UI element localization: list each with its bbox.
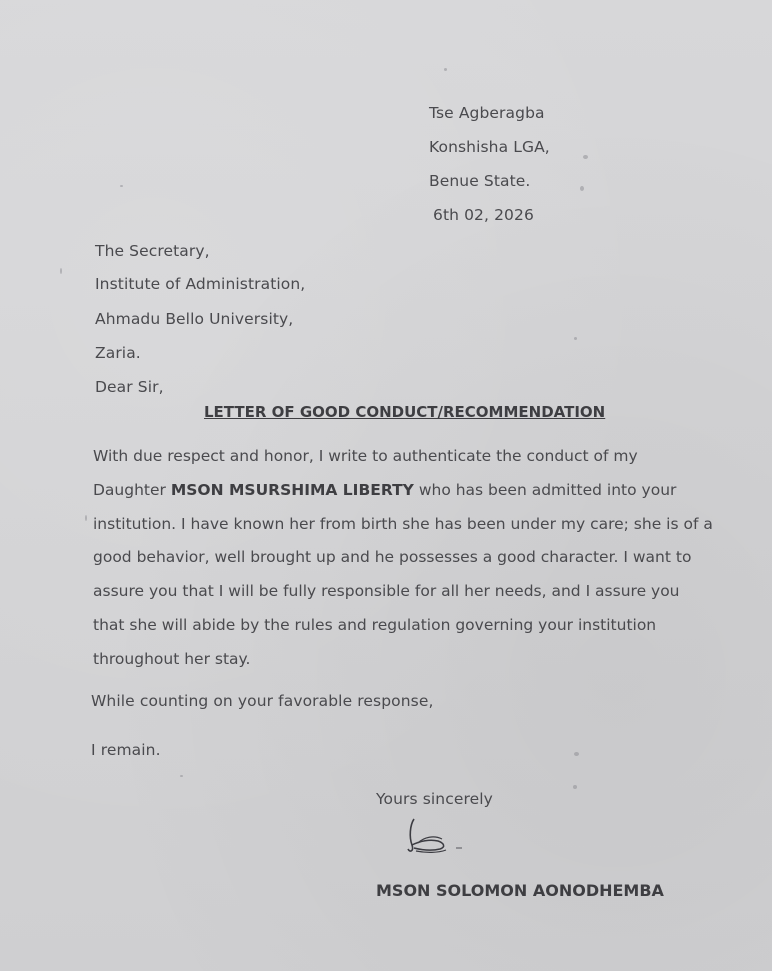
salutation: Dear Sir, xyxy=(95,378,164,396)
speck-mark xyxy=(180,775,183,777)
speck-mark xyxy=(574,752,579,756)
speck-mark xyxy=(573,785,577,789)
body-part-2: who has been admitted into your institution. I have known her from birth she has been under my care; she is of a good behavior, well brought up and he possesses a good character. I want to assure you that I will be fully responsible for all her needs, and I assure you that she will abide by the rules and regulation governing your institution throughout her stay. xyxy=(93,480,713,668)
signatory-name: MSON SOLOMON AONODHEMBA xyxy=(376,881,664,900)
recipient-line-2: Institute of Administration, xyxy=(95,275,306,293)
recipient-line-1: The Secretary, xyxy=(95,242,210,260)
speck-mark xyxy=(574,337,577,340)
letter-title: LETTER OF GOOD CONDUCT/RECOMMENDATION xyxy=(204,403,606,421)
body-part-1: With due respect and honor, I write to authenticate the conduct of my Daughter xyxy=(93,447,638,499)
valediction: Yours sincerely xyxy=(376,790,493,808)
letter-body xyxy=(93,440,713,677)
recipient-line-3: Ahmadu Bello University, xyxy=(95,310,294,328)
sender-address-line-2: Konshisha LGA, xyxy=(429,138,550,156)
speck-mark xyxy=(60,268,62,274)
speck-mark xyxy=(85,515,87,521)
speck-mark xyxy=(583,155,588,159)
speck-mark xyxy=(580,186,584,191)
sender-address-line-1: Tse Agberagba xyxy=(429,104,545,122)
speck-mark xyxy=(444,68,447,71)
recipient-line-4: Zaria. xyxy=(95,344,141,362)
letter-date: 6th 02, 2026 xyxy=(433,206,534,224)
closing-line: While counting on your favorable response, xyxy=(91,692,434,710)
sender-address-line-3: Benue State. xyxy=(429,172,531,190)
remain-line: I remain. xyxy=(91,741,161,759)
signature-mark xyxy=(404,815,474,857)
student-name: MSON MSURSHIMA LIBERTY xyxy=(170,480,414,499)
speck-mark xyxy=(120,185,123,187)
